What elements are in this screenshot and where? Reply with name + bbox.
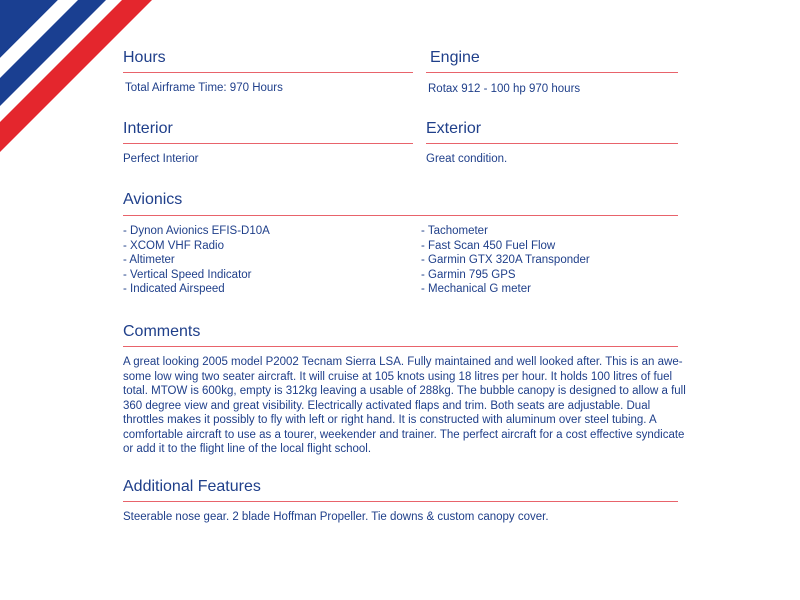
avionics-item: - XCOM VHF Radio [123,239,224,252]
comments-title: Comments [123,323,201,340]
engine-text: Rotax 912 - 100 hp 970 hours [428,83,581,95]
interior-title: Interior [123,120,173,137]
additional-features-divider [123,501,678,502]
engine-title: Engine [430,49,480,66]
avionics-item: - Garmin 795 GPS [421,268,516,281]
avionics-item: - Indicated Airspeed [123,283,225,295]
comments-divider [123,346,678,347]
exterior-divider [426,143,678,144]
exterior-text: Great condition. [426,153,508,165]
avionics-item: - Tachometer [421,225,488,237]
hours-title: Hours [123,49,166,66]
hours-divider [123,72,413,73]
engine-divider [426,72,678,73]
avionics-item: - Vertical Speed Indicator [123,268,252,281]
hours-text: Total Airframe Time: 970 Hours [125,82,283,94]
interior-text: Perfect Interior [123,153,199,165]
avionics-list-left [123,224,270,297]
avionics-title: Avionics [123,191,183,208]
avionics-item: - Fast Scan 450 Fuel Flow [421,239,556,252]
comments-text: A great looking 2005 model P2002 Tecnam Sierra LSA. Fully maintained and well looked after. This is an awe-some low wing two seater aircraft. It will cruise at 105 knots using 18 litres per hour. It holds 100 litres of fuel total. MTOW is 600kg, empty is 312kg leaving a usable of 288kg. The bubble canopy is designed to allow a full 360 degree view and great visibility. Electrically activated flaps and trim. Both seats are adjustable. Dual throttles makes it possibly to fly with left or right hand. It is constructed with aluminum over steel tubing. A comfortable aircraft to use as a tourer, weekender and trainer. The perfect aircraft for a cost effective syndicate or add it to the flight line of the local flight school. [123,356,686,455]
additional-features-title: Additional Features [123,478,261,495]
additional-features-text: Steerable nose gear. 2 blade Hoffman Propeller. Tie downs & custom canopy cover. [123,511,549,523]
avionics-item: - Garmin GTX 320A Transponder [421,254,590,266]
avionics-item: - Mechanical G meter [421,283,531,295]
interior-divider [123,143,413,144]
avionics-divider [123,215,678,216]
avionics-list-right [421,224,590,297]
avionics-item: - Altimeter [123,254,175,266]
exterior-title: Exterior [426,120,482,137]
avionics-item: - Dynon Avionics EFIS-D10A [123,225,270,237]
